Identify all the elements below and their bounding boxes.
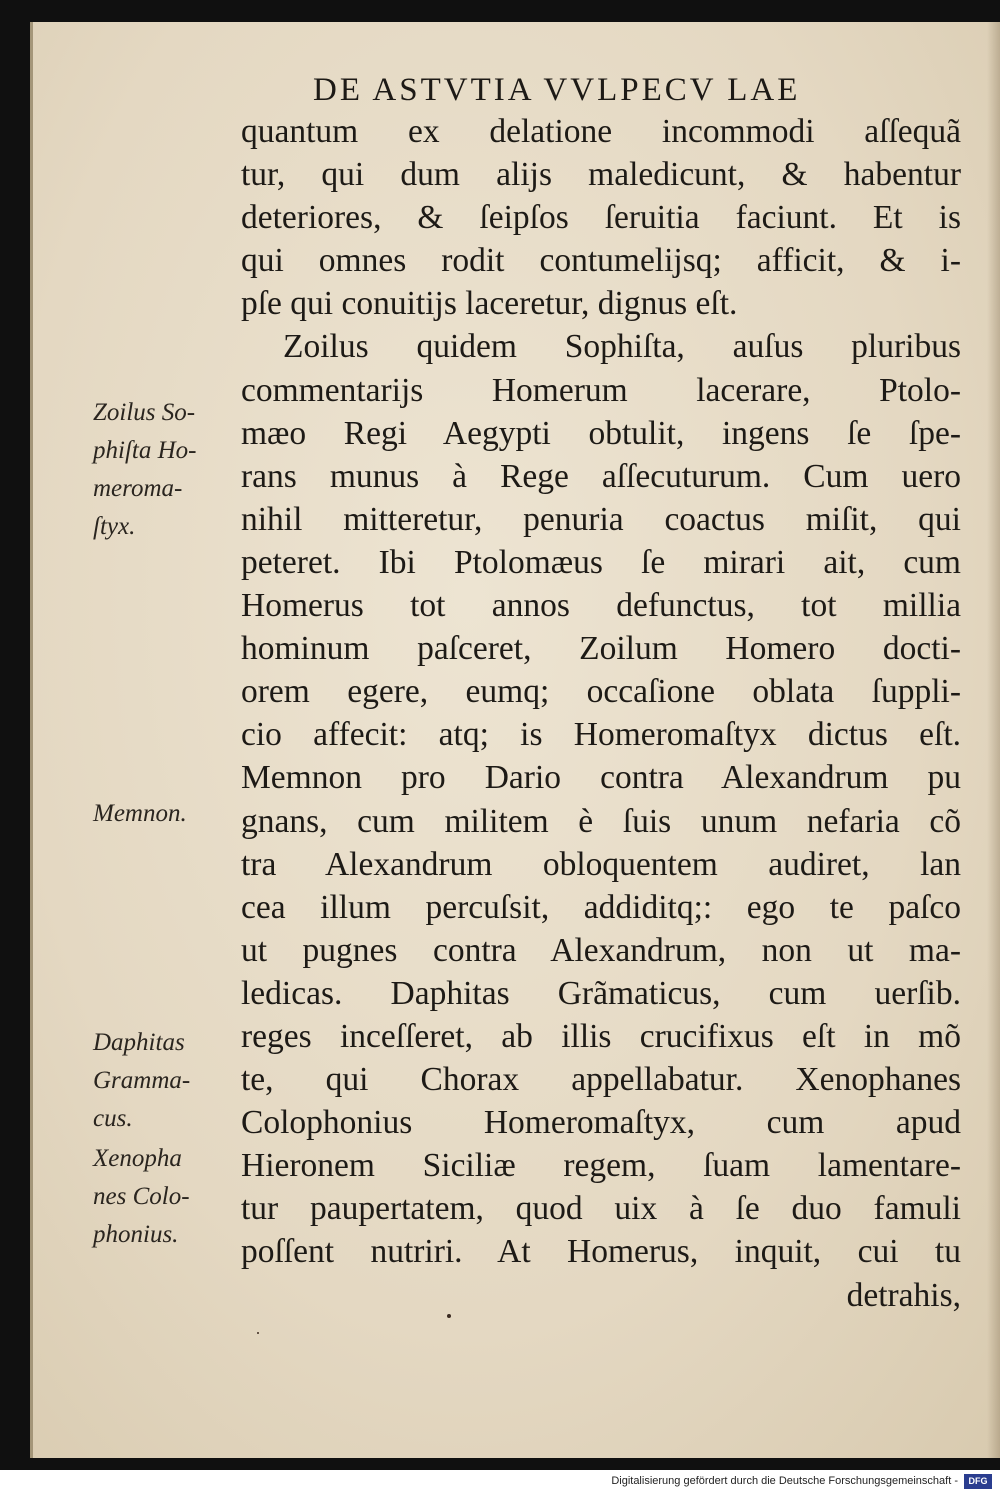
page-edge-shadow [987, 22, 1000, 1458]
text-line: commentarijs Homerum lacerare, Ptolo- [241, 371, 961, 409]
marginal-note-line: Memnon. [93, 800, 187, 827]
text-line: tra Alexandrum obloquentem audiret, lan [241, 845, 961, 883]
text-line: hominum paſceret, Zoilum Homero docti- [241, 630, 961, 668]
footer-credit: Digitalisierung gefördert durch die Deutsche Forschungsgemeinschaft - [611, 1475, 958, 1487]
text-line: poſſent nutriri. At Homerus, inquit, cui tu [241, 1233, 961, 1271]
text-line: pſe qui conuitijs laceretur, dignus eſt. [241, 285, 738, 323]
digitization-footer [0, 1470, 1000, 1495]
text-line: Colophonius Homeromaſtyx, cum apud [241, 1104, 961, 1142]
text-line: peteret. Ibi Ptolomæus ſe mirari ait, cum [241, 543, 961, 581]
marginal-note-memnon [93, 795, 187, 833]
text-line: quantum ex delatione incommodi aſſequã [241, 113, 961, 150]
text-line: Zoilus quidem Sophiſta, auſus pluribus [283, 328, 961, 366]
text-line: nihil mitteretur, penuria coactus miſit, qui [241, 500, 961, 538]
text-line: gnans, cum militem è ſuis unum nefaria cõ [241, 802, 961, 840]
marginal-note-line: ſtyx. [93, 513, 136, 540]
text-line: tur, qui dum alijs maledicunt, & habentur [241, 156, 961, 194]
text-line: mæo Regi Aegypti obtulit, ingens ſe ſpe- [241, 414, 961, 452]
text-line: orem egere, eumq; occaſione oblata ſuppli- [241, 673, 961, 711]
text-line: deteriores, & ſeipſos ſeruitia faciunt. Et is [241, 199, 961, 237]
text-line: Hieronem Siciliæ regem, ſuam lamentare- [241, 1147, 961, 1185]
marginal-note-line: Zoilus So- [93, 399, 196, 426]
ink-speck [447, 1314, 451, 1318]
marginal-note-line: cus. [93, 1105, 133, 1132]
ink-speck [257, 1332, 259, 1334]
marginal-note-line: meroma- [93, 475, 183, 502]
book-page [30, 22, 1000, 1458]
dfg-logo: DFG [964, 1474, 992, 1489]
text-line: qui omnes rodit contumelijsq; afficit, & i- [241, 242, 961, 280]
text-line: ledicas. Daphitas Grãmaticus, cum uerſib. [241, 974, 961, 1012]
marginal-note-line: phiſta Ho- [93, 437, 197, 464]
marginal-note-xenophanes [93, 1140, 190, 1254]
marginal-note-line: Daphitas [93, 1029, 185, 1056]
text-line: cio affecit: atq; is Homeromaſtyx dictus eſt. [241, 716, 961, 754]
marginal-note-line: phonius. [93, 1221, 179, 1248]
marginal-note-line: Gramma- [93, 1067, 191, 1094]
marginal-note-zoilus [93, 394, 196, 546]
text-line: tur paupertatem, quod uix à ſe duo famuli [241, 1190, 961, 1228]
text-line: Homerus tot annos defunctus, tot millia [241, 587, 961, 625]
marginal-note-daphitas [93, 1024, 190, 1138]
text-line: te, qui Chorax appellabatur. Xenophanes [241, 1061, 961, 1099]
running-head: DE ASTVTIA VVLPECV LAE [313, 72, 801, 108]
body-text [241, 110, 961, 1317]
text-line: cea illum percuſsit, addiditq;: ego te paſco [241, 888, 961, 926]
text-line: reges inceſſeret, ab illis crucifixus eſt in mõ [241, 1017, 961, 1055]
marginal-note-line: nes Colo- [93, 1183, 190, 1210]
text-line: Memnon pro Dario contra Alexandrum pu [241, 759, 961, 797]
text-line: ut pugnes contra Alexandrum, non ut ma- [241, 931, 961, 969]
marginal-note-line: Xenopha [93, 1145, 182, 1172]
catchword: detrahis, [846, 1276, 961, 1314]
text-line: rans munus à Rege aſſecuturum. Cum uero [241, 457, 961, 495]
